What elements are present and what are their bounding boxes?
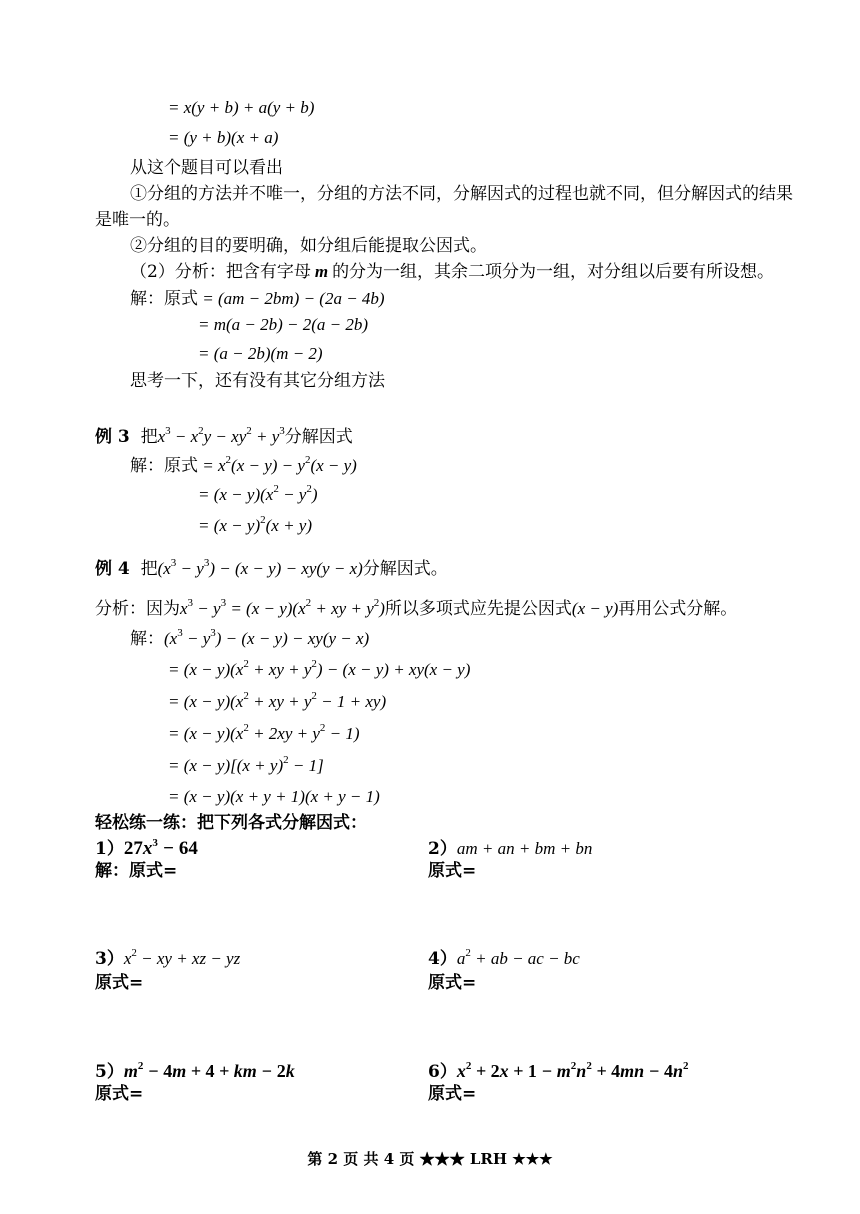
analysis-line [130,261,774,283]
problem-3 [95,948,240,970]
equation-line: = $(x - y)^2(x + y)$ [198,514,312,535]
practice-title: 轻松练一练：把下列各式分解因式： [95,813,367,833]
analysis-text-b: 的分为一组，其余二项分为一组，对分组以后要有所设想。 [332,262,775,282]
problem-5 [95,1060,295,1083]
equation-line: = $(x - y)(x^2$ + xy + $y^2) - (x - y) + xy(x - y)$ [168,658,471,679]
problem-number: 6） [428,1062,457,1082]
problem-1-answer: 解：原式= [95,861,178,881]
example-text: 分解因式 [284,427,353,447]
equation: = $x^2(x - y) - y^2(x - y)$ [198,454,357,475]
problem-1 [95,838,198,860]
equation: $x^3 - y^3 = (x - y)(x^2$ + xy + $y^2$) [180,597,385,618]
equation: $27x^3 - 64$ [123,837,198,859]
problem-number: 4） [428,949,457,969]
equation: $x^3 - x^2y - xy^2 + y^3$ [157,425,285,446]
page-footer: 第 2 页 共 4 页 ★★★ LRH ★★★ [307,1150,553,1168]
analysis-text: 再用公式分解。 [618,599,738,619]
text-line: 从这个题目可以看出 [130,158,283,178]
equation: $x^2 + 2x + 1 - m^2n^2 + 4mn - 4n^2$ [456,1060,689,1081]
analysis-text-a: （2）分析：把含有字母 [130,262,311,282]
problem-5-answer: 原式= [95,1084,144,1104]
equation: $x^2$ − xy + xz − yz [123,947,241,968]
equation-line: = (x − y)(x + y + 1)(x + y − 1) [168,787,380,806]
text-line: ①分组的方法并不唯一，分组的方法不同，分解因式的过程也就不同，但分解因式的结果 [130,184,793,204]
equation-line: = $(x - y)(x^2 - y^2)$ [198,483,318,504]
equation-line: = $(x - y)(x^2 + 2xy + y^2 - 1)$ [168,722,360,743]
problem-number: 3） [95,949,124,969]
equation: $(x^3 - y^3) - (x - y) - xy(y - x)$ [157,557,363,578]
equation-line: = (a − 2b)(m − 2) [198,344,323,363]
problem-4-answer: 原式= [428,973,477,993]
equation-line: = $(x - y)(x^2$ + xy + $y^2 - 1 + xy$) [168,690,387,711]
solution-label: 解：原式 [130,289,198,309]
analysis-line [95,598,737,620]
solution-label: 解： [130,629,164,649]
example-text: 把 [140,559,158,579]
equation-line: = m(a − 2b) − 2(a − 2b) [198,315,369,334]
problem-6-answer: 原式= [428,1084,477,1104]
text-line: 是唯一的。 [95,210,180,230]
equation-line: = (y + b)(x + a) [168,128,279,147]
solution-line [130,628,369,650]
solution-line [130,455,357,477]
problem-number: 2） [428,839,457,859]
solution-label: 解：原式 [130,456,198,476]
text-line: ②分组的目的要明确，如分组后能提取公因式。 [130,236,487,256]
equation-line: = x(y + b) + a(y + b) [168,98,315,117]
equation: am + an + bm + bn [456,839,593,858]
equation: $m^2 - 4m + 4$ + km − 2k [123,1060,295,1081]
equation: $(x^3 - y^3) - (x - y) - xy(y - x)$ [164,627,370,648]
text-line: 思考一下，还有没有其它分组方法 [130,371,385,391]
problem-3-answer: 原式= [95,973,144,993]
example-text: 分解因式。 [362,559,448,579]
problem-number: 5） [95,1062,124,1082]
solution-line [130,288,385,310]
problem-6 [428,1060,689,1083]
equation: = (am − 2bm) − (2a − 4b) [198,289,385,308]
problem-2-answer: 原式= [428,861,477,881]
problem-number: 1） [95,839,124,859]
example-label: 例 4 [95,559,130,579]
example-text: 把 [140,427,158,447]
letter-m: m [314,262,329,281]
example-3 [95,426,353,448]
problem-4 [428,948,580,970]
example-label: 例 3 [95,427,130,447]
equation-line: = $(x - y)[(x + y)^2 - 1]$ [168,754,324,775]
equation: $a^2$ + ab − ac − bc [456,947,580,968]
analysis-text: 分析：因为 [95,599,180,619]
equation: (x − y) [571,599,619,618]
problem-2 [428,838,592,860]
analysis-text: 所以多项式应先提公因式 [384,599,572,619]
example-4 [95,558,448,580]
